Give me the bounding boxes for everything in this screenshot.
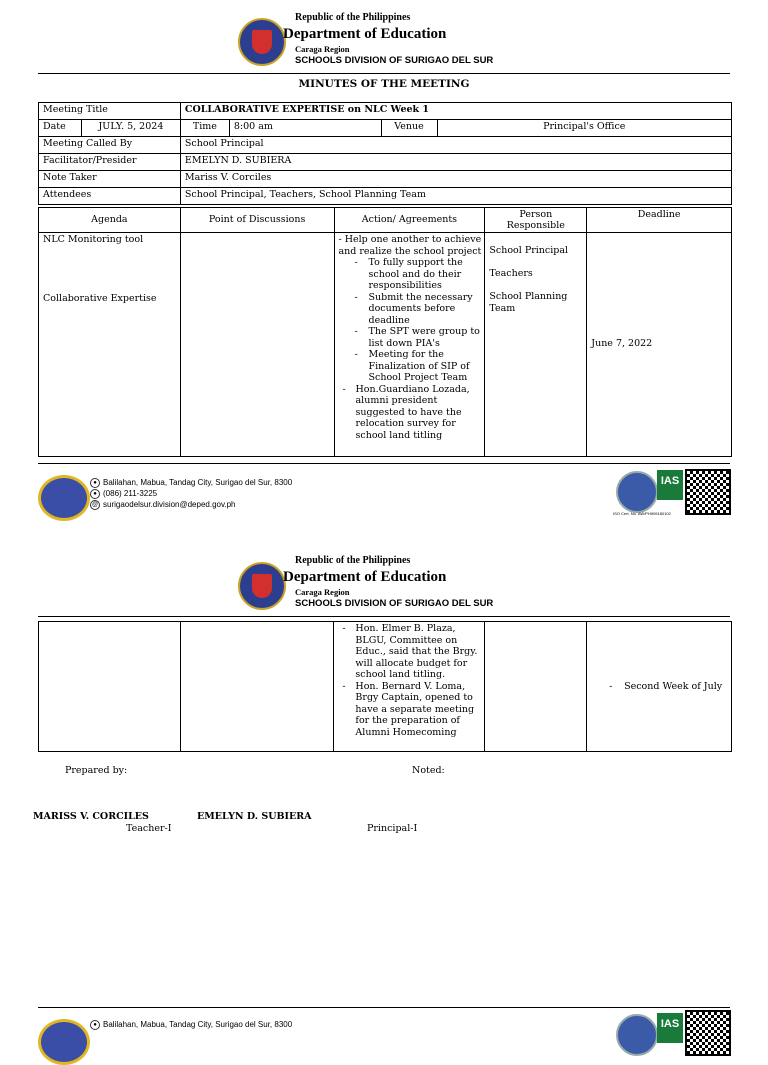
footer-email: @ surigaodelsur.division@deped.gov.ph xyxy=(91,500,236,510)
footer-divider xyxy=(38,463,730,464)
document-title: MINUTES OF THE MEETING xyxy=(298,78,470,90)
col-person: Person Responsible xyxy=(485,208,587,233)
action-item: - The SPT were group to list down PIA's xyxy=(351,326,482,349)
action-item: - Hon. Bernard V. Loma, Brgy Captain, opened to have a separate meeting for the preparation of Alumni Homecoming xyxy=(338,681,481,739)
divider xyxy=(38,73,730,74)
iso-badge-icon xyxy=(616,1014,658,1056)
called-by-value: School Principal xyxy=(180,137,731,154)
time-value: 8:00 am xyxy=(229,120,381,137)
preparer-title: Teacher-I xyxy=(126,823,172,834)
called-by-label: Meeting Called By xyxy=(39,137,181,154)
col-agenda: Agenda xyxy=(39,208,181,233)
action-item: - Hon. Elmer B. Plaza, BLGU, Committee on Educ., said that the Brgy. will allocate budget for school land titling. xyxy=(338,623,481,681)
deadline-value: June 7, 2022 xyxy=(591,338,653,349)
agenda-cell xyxy=(39,622,181,752)
venue-value: Principal's Office xyxy=(437,120,731,137)
col-deadline: Deadline xyxy=(587,208,732,233)
action-item: - Meeting for the Finalization of SIP of School Project Team xyxy=(351,349,482,384)
attendees-label: Attendees xyxy=(39,188,181,205)
noter-name: EMELYN D. SUBIERA xyxy=(197,811,312,822)
division-text: SCHOOLS DIVISION OF SURIGAO DEL SUR xyxy=(295,598,494,609)
action-item: - Hon.Guardiano Lozada, alumni president suggested to have the relocation survey for school land titling xyxy=(339,384,482,442)
action-item: - To fully support the school and do their responsibilities xyxy=(351,257,482,292)
prepared-by-label: Prepared by: xyxy=(65,765,128,776)
date-value: JULY. 5, 2024 xyxy=(81,120,180,137)
note-taker-label: Note Taker xyxy=(39,171,181,188)
noter-title: Principal-I xyxy=(367,823,418,834)
division-text: SCHOOLS DIVISION OF SURIGAO DEL SUR xyxy=(295,55,494,66)
region-text: Caraga Region xyxy=(295,44,350,54)
facilitator-value: EMELYN D. SUBIERA xyxy=(180,154,731,171)
date-label: Date xyxy=(39,120,82,137)
agenda-table-continued xyxy=(38,621,732,752)
action-item: - Submit the necessary documents before deadline xyxy=(351,292,482,327)
location-icon: ● xyxy=(90,478,100,488)
col-action: Action/ Agreements xyxy=(334,208,485,233)
iso-cert-text: ISO Cert. No. AW/PH909180102 xyxy=(613,511,671,516)
deadline-value: - Second Week of July xyxy=(605,678,727,695)
noted-label: Noted: xyxy=(412,765,445,776)
col-discussion: Point of Discussions xyxy=(180,208,334,233)
ias-badge-icon: IAS xyxy=(657,1013,683,1043)
agenda-table xyxy=(38,207,732,457)
person-item: School Principal xyxy=(489,245,569,256)
deped-seal-icon xyxy=(38,475,90,521)
email-icon: @ xyxy=(91,502,99,508)
footer-address: ● Balilahan, Mabua, Tandag City, Surigao del Sur, 8300 xyxy=(90,1020,292,1030)
agenda-cell xyxy=(39,233,181,457)
meeting-info-table xyxy=(38,102,732,205)
time-label: Time xyxy=(180,120,229,137)
republic-text: Republic of the Philippines xyxy=(295,555,411,566)
deped-seal-icon xyxy=(238,562,286,610)
person-cell xyxy=(485,233,587,457)
region-text: Caraga Region xyxy=(295,587,350,597)
person-cell xyxy=(485,622,587,752)
action-cell xyxy=(334,233,485,457)
person-item: School Planning Team xyxy=(489,291,568,314)
preparer-name: MARISS V. CORCILES xyxy=(33,811,149,822)
ias-badge-icon: IAS xyxy=(657,470,683,500)
department-name: Department of Education xyxy=(283,26,447,42)
discussion-cell xyxy=(180,622,334,752)
person-item: Teachers xyxy=(489,267,533,279)
phone-icon: ● xyxy=(90,489,100,499)
footer-phone: ● (086) 211-3225 xyxy=(90,489,157,499)
republic-text: Republic of the Philippines xyxy=(295,12,411,23)
facilitator-label: Facilitator/Presider xyxy=(39,154,181,171)
deadline-cell xyxy=(587,622,732,752)
qr-code-icon xyxy=(685,1010,731,1056)
deadline-cell xyxy=(587,233,732,457)
deped-seal-icon xyxy=(238,18,286,66)
meeting-title-value: COLLABORATIVE EXPERTISE on NLC Week 1 xyxy=(180,103,731,120)
iso-badge-icon xyxy=(616,471,658,513)
footer-divider xyxy=(38,1007,730,1008)
footer-address: ● Balilahan, Mabua, Tandag City, Surigao del Sur, 8300 xyxy=(90,478,292,488)
agenda-item: NLC Monitoring tool xyxy=(43,234,144,245)
action-intro: - Help one another to achieve and realize the school project xyxy=(338,234,482,257)
action-cell xyxy=(334,622,485,752)
deped-seal-icon xyxy=(38,1019,90,1065)
divider xyxy=(38,616,730,617)
discussion-cell xyxy=(180,233,334,457)
note-taker-value: Mariss V. Corciles xyxy=(180,171,731,188)
meeting-title-label: Meeting Title xyxy=(39,103,181,120)
attendees-value: School Principal, Teachers, School Planning Team xyxy=(180,188,731,205)
department-name: Department of Education xyxy=(283,569,447,585)
agenda-item: Collaborative Expertise xyxy=(43,292,157,304)
location-icon: ● xyxy=(90,1020,100,1030)
qr-code-icon xyxy=(685,469,731,515)
venue-label: Venue xyxy=(381,120,437,137)
